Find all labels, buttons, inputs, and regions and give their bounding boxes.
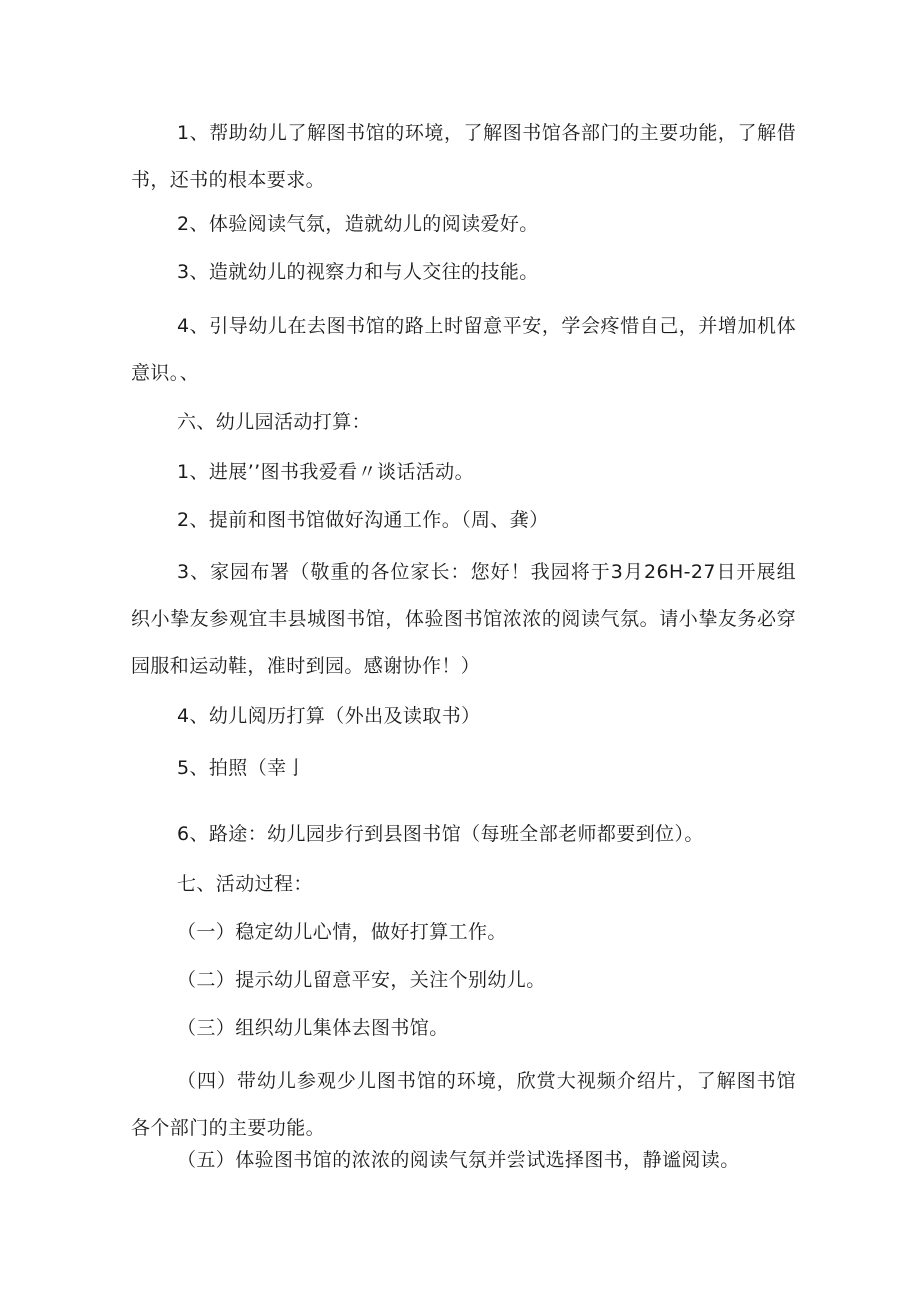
paragraph-goal-3: 3、造就幼儿的视察力和与人交往的技能。: [177, 261, 539, 283]
paragraph-process-5: （五）体验图书馆的浓浓的阅读气氛并尝试选择图书，静谧阅读。: [177, 1149, 740, 1171]
paragraph-process-1: （一）稳定幼儿心情，做好打算工作。: [177, 921, 507, 943]
paragraph-prep-4: 4、幼儿阅历打算（外出及读取书）: [177, 705, 481, 727]
paragraph-prep-1: 1、进展’’图书我爱看〃谈话活动。: [177, 461, 474, 483]
paragraph-goal-4: 4、引导幼儿在去图书馆的路上时留意平安，学会疼惜自己，并增加机体意识。、: [131, 315, 796, 384]
paragraph-prep-5: 5、拍照（幸亅: [177, 757, 306, 779]
paragraph-goal-1: 1、帮助幼儿了解图书馆的环境，了解图书馆各部门的主要功能，了解借书，还书的根本要求。: [131, 122, 796, 191]
paragraph-process-4: （四）带幼儿参观少儿图书馆的环境，欣赏大视频介绍片，了解图书馆各个部门的主要功能。: [131, 1070, 796, 1139]
paragraph-process-2: （二）提示幼儿留意平安，关注个别幼儿。: [177, 969, 546, 991]
paragraph-goal-2: 2、体验阅读气氛，造就幼儿的阅读爱好。: [177, 213, 539, 235]
paragraph-prep-2: 2、提前和图书馆做好沟通工作。（周、龚）: [177, 509, 549, 531]
section-heading-preparation: 六、幼儿园活动打算：: [177, 411, 372, 433]
paragraph-prep-3: 3、家园布署（敬重的各位家长：您好！我园将于3月26H-27日开展组织小挚友参观宜丰县城图书馆，体验图书馆浓浓的阅读气氛。请小挚友务必穿园服和运动鞋，准时到园。感谢协作！）: [131, 561, 796, 677]
paragraph-prep-6: 6、路途：幼儿园步行到县图书馆（每班全部老师都要到位）。: [177, 823, 704, 845]
section-heading-process: 七、活动过程：: [177, 873, 313, 895]
paragraph-process-3: （三）组织幼儿集体去图书馆。: [177, 1017, 449, 1039]
